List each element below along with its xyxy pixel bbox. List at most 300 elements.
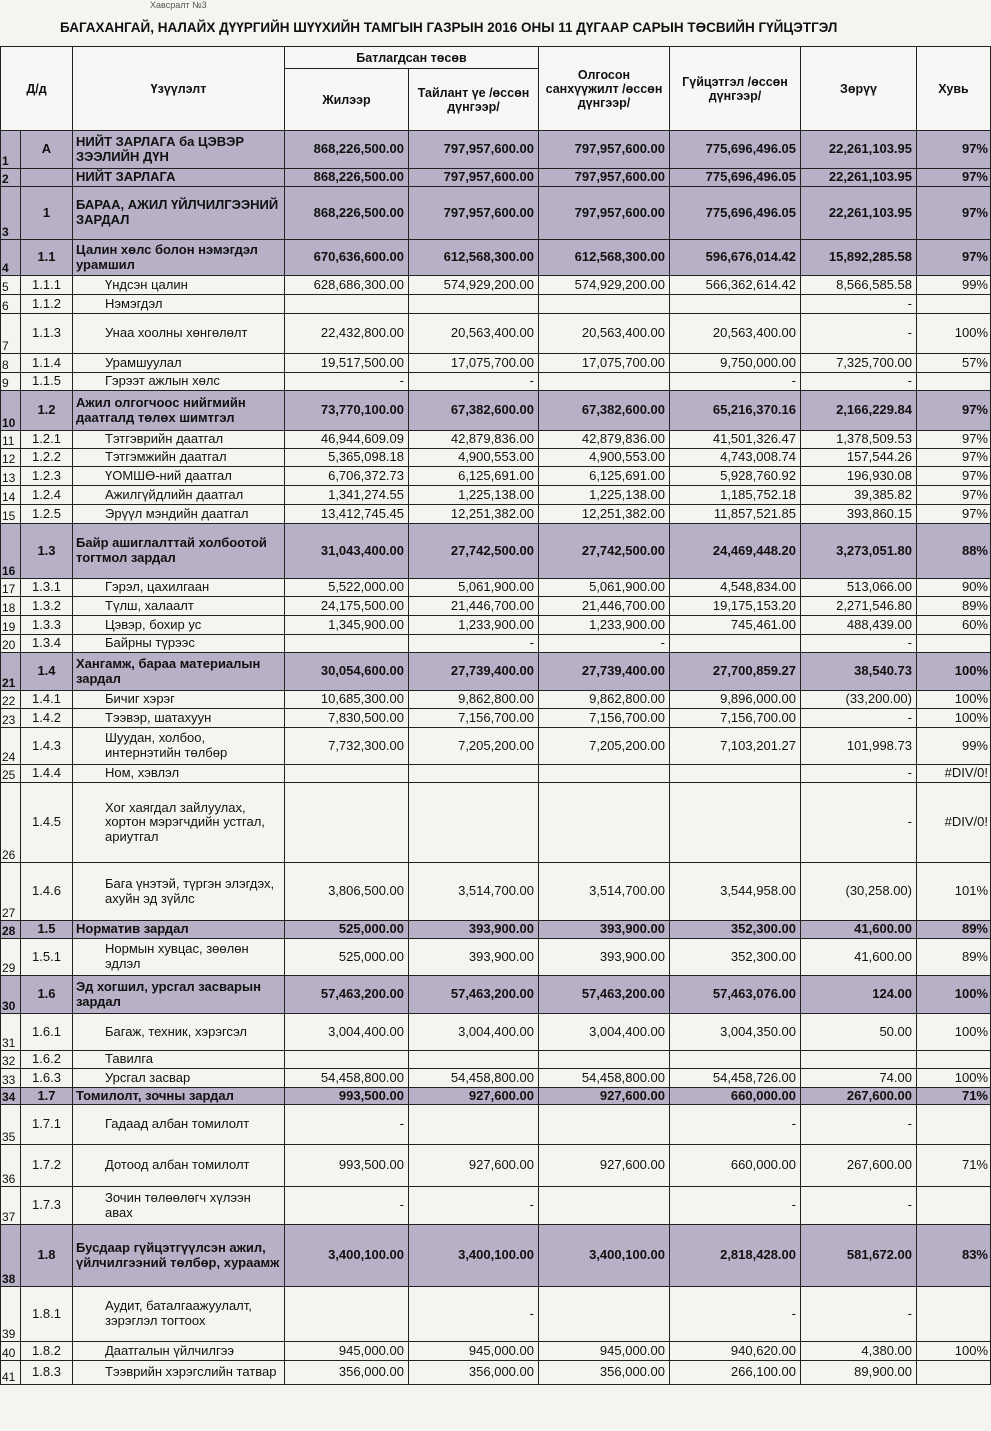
row-name: Бусдаар гүйцэтгүүлсэн ажил, үйлчилгээний төлбөр, хураамж xyxy=(73,1225,285,1287)
row-performance: 596,676,014.42 xyxy=(670,240,801,276)
row-percent: 89% xyxy=(917,597,991,616)
row-annual xyxy=(285,765,409,783)
row-name: Шуудан, холбоо, интернэтийн төлбөр xyxy=(73,728,285,765)
row-performance xyxy=(670,765,801,783)
row-funded xyxy=(539,1287,670,1342)
row-name: Нэмэгдэл xyxy=(73,295,285,314)
row-number: 6 xyxy=(1,295,21,314)
row-code: 1.1.5 xyxy=(21,373,73,391)
row-difference: - xyxy=(801,709,917,728)
row-funded: 27,742,500.00 xyxy=(539,524,670,579)
row-reporting: 17,075,700.00 xyxy=(409,354,539,373)
row-code: 1.7 xyxy=(21,1088,73,1105)
table-row xyxy=(1,169,991,187)
row-performance: 660,000.00 xyxy=(670,1145,801,1187)
row-performance: 57,463,076.00 xyxy=(670,976,801,1014)
row-performance: - xyxy=(670,373,801,391)
row-reporting: 3,400,100.00 xyxy=(409,1225,539,1287)
row-name: Зочин төлөөлөгч хүлээн авах xyxy=(73,1187,285,1225)
row-number: 19 xyxy=(1,616,21,635)
row-annual: 73,770,100.00 xyxy=(285,391,409,431)
table-row xyxy=(1,1014,991,1051)
table-row xyxy=(1,653,991,691)
table-row xyxy=(1,597,991,616)
header-difference: Зөрүү xyxy=(801,47,917,131)
row-code: 1.1 xyxy=(21,240,73,276)
row-reporting: 42,879,836.00 xyxy=(409,431,539,449)
table-row xyxy=(1,1361,991,1385)
row-difference: - xyxy=(801,295,917,314)
row-percent: 100% xyxy=(917,314,991,354)
row-reporting: 12,251,382.00 xyxy=(409,505,539,524)
row-difference: 267,600.00 xyxy=(801,1088,917,1105)
header-reporting: Тайлант үе /өссөн дүнгээр/ xyxy=(409,69,539,131)
row-difference: 39,385.82 xyxy=(801,486,917,505)
row-annual: 868,226,500.00 xyxy=(285,131,409,169)
row-code: 1.7.1 xyxy=(21,1105,73,1145)
row-name: Гэрэл, цахилгаан xyxy=(73,579,285,597)
row-name: Хог хаягдал зайлуулах, хортон мэрэгчдийн устгал, ариутгал xyxy=(73,783,285,863)
row-code: 1.5 xyxy=(21,921,73,939)
table-row xyxy=(1,467,991,486)
row-performance: 2,818,428.00 xyxy=(670,1225,801,1287)
row-annual: 5,365,098.18 xyxy=(285,449,409,467)
row-percent: 100% xyxy=(917,691,991,709)
row-percent: 97% xyxy=(917,391,991,431)
row-annual: - xyxy=(285,1187,409,1225)
row-funded: 67,382,600.00 xyxy=(539,391,670,431)
row-code: 1.2.5 xyxy=(21,505,73,524)
row-difference: 101,998.73 xyxy=(801,728,917,765)
row-number: 28 xyxy=(1,921,21,939)
table-row xyxy=(1,863,991,921)
row-difference: 89,900.00 xyxy=(801,1361,917,1385)
row-percent xyxy=(917,373,991,391)
row-reporting: 7,205,200.00 xyxy=(409,728,539,765)
row-name: Урамшуулал xyxy=(73,354,285,373)
row-name: Ажилгүйдлийн даатгал xyxy=(73,486,285,505)
row-performance: 266,100.00 xyxy=(670,1361,801,1385)
row-reporting xyxy=(409,1105,539,1145)
row-percent: 57% xyxy=(917,354,991,373)
row-reporting: - xyxy=(409,373,539,391)
row-annual: 3,400,100.00 xyxy=(285,1225,409,1287)
row-name: Хангамж, бараа материалын зардал xyxy=(73,653,285,691)
row-percent: 97% xyxy=(917,431,991,449)
row-percent: 71% xyxy=(917,1088,991,1105)
row-annual: 19,517,500.00 xyxy=(285,354,409,373)
row-code: 1.6 xyxy=(21,976,73,1014)
row-difference: 41,600.00 xyxy=(801,921,917,939)
row-code: 1.7.2 xyxy=(21,1145,73,1187)
row-difference: - xyxy=(801,373,917,391)
row-funded: 5,061,900.00 xyxy=(539,579,670,597)
row-funded: 393,900.00 xyxy=(539,939,670,976)
row-annual: 7,732,300.00 xyxy=(285,728,409,765)
table-row xyxy=(1,276,991,295)
header-approved: Батлагдсан төсөв xyxy=(285,47,539,69)
row-percent: 97% xyxy=(917,486,991,505)
row-reporting: 5,061,900.00 xyxy=(409,579,539,597)
row-performance: 24,469,448.20 xyxy=(670,524,801,579)
row-funded xyxy=(539,295,670,314)
row-percent: 88% xyxy=(917,524,991,579)
row-performance: 4,743,008.74 xyxy=(670,449,801,467)
row-difference: 2,166,229.84 xyxy=(801,391,917,431)
row-percent: 89% xyxy=(917,939,991,976)
row-percent: 97% xyxy=(917,505,991,524)
budget-table xyxy=(0,46,991,1385)
table-row xyxy=(1,1105,991,1145)
row-performance: 9,896,000.00 xyxy=(670,691,801,709)
row-percent: 100% xyxy=(917,653,991,691)
row-funded xyxy=(539,783,670,863)
row-name: Цэвэр, бохир ус xyxy=(73,616,285,635)
row-annual xyxy=(285,1287,409,1342)
row-difference: 4,380.00 xyxy=(801,1342,917,1361)
row-code: 1.3 xyxy=(21,524,73,579)
row-annual xyxy=(285,1051,409,1069)
row-reporting: 9,862,800.00 xyxy=(409,691,539,709)
row-percent: 100% xyxy=(917,1069,991,1088)
row-percent: 97% xyxy=(917,240,991,276)
row-number: 18 xyxy=(1,597,21,616)
row-reporting: 393,900.00 xyxy=(409,921,539,939)
row-funded: 3,004,400.00 xyxy=(539,1014,670,1051)
row-number: 40 xyxy=(1,1342,21,1361)
row-number: 3 xyxy=(1,187,21,240)
header-indicator: Үзүүлэлт xyxy=(73,47,285,131)
row-number: 22 xyxy=(1,691,21,709)
header-annual: Жилээр xyxy=(285,69,409,131)
row-funded xyxy=(539,1187,670,1225)
row-funded xyxy=(539,765,670,783)
row-percent: 83% xyxy=(917,1225,991,1287)
row-percent: 90% xyxy=(917,579,991,597)
row-difference: 1,378,509.53 xyxy=(801,431,917,449)
row-percent: 89% xyxy=(917,921,991,939)
row-reporting: 927,600.00 xyxy=(409,1145,539,1187)
row-funded: 356,000.00 xyxy=(539,1361,670,1385)
row-annual xyxy=(285,783,409,863)
row-number: 29 xyxy=(1,939,21,976)
row-reporting: 797,957,600.00 xyxy=(409,187,539,240)
row-difference: (30,258.00) xyxy=(801,863,917,921)
row-reporting: 54,458,800.00 xyxy=(409,1069,539,1088)
row-annual: 5,522,000.00 xyxy=(285,579,409,597)
row-number: 36 xyxy=(1,1145,21,1187)
row-difference: (33,200.00) xyxy=(801,691,917,709)
row-percent: 101% xyxy=(917,863,991,921)
row-code: 1.3.1 xyxy=(21,579,73,597)
row-reporting xyxy=(409,765,539,783)
row-name: Ажил олгогчоос нийгмийн даатгалд төлөх шимтгэл xyxy=(73,391,285,431)
row-performance: - xyxy=(670,1105,801,1145)
row-number: 5 xyxy=(1,276,21,295)
row-annual: 1,341,274.55 xyxy=(285,486,409,505)
row-number: 2 xyxy=(1,169,21,187)
row-difference: 157,544.26 xyxy=(801,449,917,467)
row-difference: 488,439.00 xyxy=(801,616,917,635)
row-reporting: 797,957,600.00 xyxy=(409,131,539,169)
row-name: Даатгалын үйлчилгээ xyxy=(73,1342,285,1361)
header-percent: Хувь xyxy=(917,47,991,131)
row-difference: 41,600.00 xyxy=(801,939,917,976)
row-reporting: 393,900.00 xyxy=(409,939,539,976)
row-difference: 7,325,700.00 xyxy=(801,354,917,373)
row-performance: 660,000.00 xyxy=(670,1088,801,1105)
row-funded: 6,125,691.00 xyxy=(539,467,670,486)
row-funded: 612,568,300.00 xyxy=(539,240,670,276)
row-funded: 797,957,600.00 xyxy=(539,187,670,240)
row-difference: - xyxy=(801,1187,917,1225)
row-percent: 100% xyxy=(917,709,991,728)
row-number: 39 xyxy=(1,1287,21,1342)
row-number: 41 xyxy=(1,1361,21,1385)
row-performance: 352,300.00 xyxy=(670,939,801,976)
row-funded xyxy=(539,1105,670,1145)
row-annual: 993,500.00 xyxy=(285,1088,409,1105)
row-name: НИЙТ ЗАРЛАГА ба ЦЭВЭР ЗЭЭЛИЙН ДҮН xyxy=(73,131,285,169)
row-annual: 10,685,300.00 xyxy=(285,691,409,709)
row-percent xyxy=(917,635,991,653)
table-row xyxy=(1,1051,991,1069)
row-performance: 27,700,859.27 xyxy=(670,653,801,691)
row-code: 1.8.3 xyxy=(21,1361,73,1385)
row-difference: 22,261,103.95 xyxy=(801,169,917,187)
row-percent: 71% xyxy=(917,1145,991,1187)
row-code xyxy=(21,169,73,187)
row-funded: 393,900.00 xyxy=(539,921,670,939)
row-performance: 9,750,000.00 xyxy=(670,354,801,373)
row-name: Нормын хувцас, зөөлөн эдлэл xyxy=(73,939,285,976)
row-performance: 940,620.00 xyxy=(670,1342,801,1361)
row-performance: 7,156,700.00 xyxy=(670,709,801,728)
row-performance: 775,696,496.05 xyxy=(670,169,801,187)
row-code: А xyxy=(21,131,73,169)
row-performance: 3,004,350.00 xyxy=(670,1014,801,1051)
row-difference: 8,566,585.58 xyxy=(801,276,917,295)
table-row xyxy=(1,391,991,431)
row-name: БАРАА, АЖИЛ ҮЙЛЧИЛГЭЭНИЙ ЗАРДАЛ xyxy=(73,187,285,240)
row-name: Байрны түрээс xyxy=(73,635,285,653)
row-percent: 97% xyxy=(917,169,991,187)
header-funded: Олгосон санхүүжилт /өссөн дүнгээр/ xyxy=(539,47,670,131)
row-reporting: 612,568,300.00 xyxy=(409,240,539,276)
row-annual: 6,706,372.73 xyxy=(285,467,409,486)
row-annual: 525,000.00 xyxy=(285,939,409,976)
row-reporting: 1,233,900.00 xyxy=(409,616,539,635)
row-funded: 27,739,400.00 xyxy=(539,653,670,691)
row-code: 1.7.3 xyxy=(21,1187,73,1225)
row-reporting: 3,514,700.00 xyxy=(409,863,539,921)
row-name: Эд хогшил, урсгал засварын зардал xyxy=(73,976,285,1014)
row-difference: - xyxy=(801,1105,917,1145)
row-percent: 100% xyxy=(917,1014,991,1051)
row-code: 1.3.3 xyxy=(21,616,73,635)
row-number: 37 xyxy=(1,1187,21,1225)
row-annual xyxy=(285,635,409,653)
row-performance: 5,928,760.92 xyxy=(670,467,801,486)
row-performance: 566,362,614.42 xyxy=(670,276,801,295)
table-row xyxy=(1,921,991,939)
row-funded xyxy=(539,373,670,391)
row-number: 1 xyxy=(1,131,21,169)
row-name: Бага үнэтэй, түргэн элэгдэх, ахуйн эд зүйлс xyxy=(73,863,285,921)
row-number: 11 xyxy=(1,431,21,449)
row-name: Дотоод албан томилолт xyxy=(73,1145,285,1187)
row-funded: 9,862,800.00 xyxy=(539,691,670,709)
row-difference: 196,930.08 xyxy=(801,467,917,486)
table-row xyxy=(1,295,991,314)
row-reporting: - xyxy=(409,1287,539,1342)
row-number: 24 xyxy=(1,728,21,765)
row-difference: 38,540.73 xyxy=(801,653,917,691)
row-annual: 3,004,400.00 xyxy=(285,1014,409,1051)
row-difference: 393,860.15 xyxy=(801,505,917,524)
row-annual: 868,226,500.00 xyxy=(285,169,409,187)
row-name: Аудит, баталгаажуулалт, зэрэглэл тогтоох xyxy=(73,1287,285,1342)
row-funded: 57,463,200.00 xyxy=(539,976,670,1014)
row-reporting: 6,125,691.00 xyxy=(409,467,539,486)
header-performance: Гүйцэтгэл /өссөн дүнгээр/ xyxy=(670,47,801,131)
row-percent: 100% xyxy=(917,976,991,1014)
row-name: Тээвэр, шатахуун xyxy=(73,709,285,728)
table-row xyxy=(1,373,991,391)
row-code: 1.2.3 xyxy=(21,467,73,486)
row-reporting xyxy=(409,295,539,314)
row-funded: 1,233,900.00 xyxy=(539,616,670,635)
row-funded xyxy=(539,1051,670,1069)
row-performance xyxy=(670,295,801,314)
row-funded: 7,205,200.00 xyxy=(539,728,670,765)
row-reporting: 574,929,200.00 xyxy=(409,276,539,295)
row-code: 1.6.2 xyxy=(21,1051,73,1069)
row-difference: 581,672.00 xyxy=(801,1225,917,1287)
row-number: 16 xyxy=(1,524,21,579)
row-funded: 12,251,382.00 xyxy=(539,505,670,524)
row-percent: #DIV/0! xyxy=(917,765,991,783)
row-reporting: 927,600.00 xyxy=(409,1088,539,1105)
row-funded: 17,075,700.00 xyxy=(539,354,670,373)
row-annual: - xyxy=(285,1105,409,1145)
row-percent xyxy=(917,1051,991,1069)
row-name: Түлш, халаалт xyxy=(73,597,285,616)
row-performance: 4,548,834.00 xyxy=(670,579,801,597)
table-row xyxy=(1,1069,991,1088)
row-name: Норматив зардал xyxy=(73,921,285,939)
row-number: 35 xyxy=(1,1105,21,1145)
row-annual: 1,345,900.00 xyxy=(285,616,409,635)
row-code: 1.1.4 xyxy=(21,354,73,373)
row-funded: 54,458,800.00 xyxy=(539,1069,670,1088)
row-reporting: 21,446,700.00 xyxy=(409,597,539,616)
row-difference xyxy=(801,1051,917,1069)
table-row xyxy=(1,783,991,863)
row-annual: 945,000.00 xyxy=(285,1342,409,1361)
row-difference: 267,600.00 xyxy=(801,1145,917,1187)
row-funded: 574,929,200.00 xyxy=(539,276,670,295)
row-performance: 775,696,496.05 xyxy=(670,131,801,169)
row-difference: 3,273,051.80 xyxy=(801,524,917,579)
row-performance xyxy=(670,635,801,653)
row-name: ҮОМШӨ-ний даатгал xyxy=(73,467,285,486)
pretitle: Хавсралт №3 xyxy=(150,0,207,10)
row-annual: 868,226,500.00 xyxy=(285,187,409,240)
table-row xyxy=(1,240,991,276)
row-code: 1.1.3 xyxy=(21,314,73,354)
row-performance: - xyxy=(670,1287,801,1342)
row-code: 1.4.2 xyxy=(21,709,73,728)
row-annual: 356,000.00 xyxy=(285,1361,409,1385)
row-percent: 100% xyxy=(917,1342,991,1361)
table-row xyxy=(1,449,991,467)
row-code: 1.8.2 xyxy=(21,1342,73,1361)
row-name: Цалин хөлс болон нэмэгдэл урамшил xyxy=(73,240,285,276)
row-number: 25 xyxy=(1,765,21,783)
row-funded: 3,400,100.00 xyxy=(539,1225,670,1287)
row-name: Бичиг хэрэг xyxy=(73,691,285,709)
row-performance: 11,857,521.85 xyxy=(670,505,801,524)
row-number: 13 xyxy=(1,467,21,486)
row-reporting xyxy=(409,783,539,863)
row-name: Тэтгэврийн даатгал xyxy=(73,431,285,449)
row-difference: 15,892,285.58 xyxy=(801,240,917,276)
row-performance: - xyxy=(670,1187,801,1225)
row-percent: 99% xyxy=(917,276,991,295)
row-difference: - xyxy=(801,314,917,354)
row-annual: 13,412,745.45 xyxy=(285,505,409,524)
table-row xyxy=(1,728,991,765)
row-number: 30 xyxy=(1,976,21,1014)
row-reporting: 797,957,600.00 xyxy=(409,169,539,187)
row-difference: 74.00 xyxy=(801,1069,917,1088)
row-performance: 65,216,370.16 xyxy=(670,391,801,431)
row-percent: 97% xyxy=(917,187,991,240)
row-code: 1.6.3 xyxy=(21,1069,73,1088)
table-row xyxy=(1,1342,991,1361)
row-difference: - xyxy=(801,1287,917,1342)
row-number: 10 xyxy=(1,391,21,431)
row-reporting xyxy=(409,1051,539,1069)
row-number: 34 xyxy=(1,1088,21,1105)
row-code: 1.5.1 xyxy=(21,939,73,976)
row-code: 1.4.5 xyxy=(21,783,73,863)
table-row xyxy=(1,1187,991,1225)
table-row xyxy=(1,579,991,597)
row-performance: 1,185,752.18 xyxy=(670,486,801,505)
row-name: Тээврийн хэрэгслийн татвар xyxy=(73,1361,285,1385)
row-number: 26 xyxy=(1,783,21,863)
row-number: 12 xyxy=(1,449,21,467)
row-code: 1.4.1 xyxy=(21,691,73,709)
row-percent xyxy=(917,1187,991,1225)
table-row xyxy=(1,616,991,635)
row-name: Тавилга xyxy=(73,1051,285,1069)
page-title: БАГАХАНГАЙ, НАЛАЙХ ДҮҮРГИЙН ШҮҮХИЙН ТАМГЫН ГАЗРЫН 2016 ОНЫ 11 ДҮГААР САРЫН ТӨСВИЙН ГҮЙЦЭТГЭЛ xyxy=(60,20,838,35)
row-difference: 22,261,103.95 xyxy=(801,131,917,169)
row-annual: - xyxy=(285,373,409,391)
row-funded: 42,879,836.00 xyxy=(539,431,670,449)
row-name: Үндсэн цалин xyxy=(73,276,285,295)
table-row xyxy=(1,131,991,169)
table-row xyxy=(1,486,991,505)
row-reporting: 57,463,200.00 xyxy=(409,976,539,1014)
row-number: 38 xyxy=(1,1225,21,1287)
table-row xyxy=(1,505,991,524)
table-row xyxy=(1,314,991,354)
row-reporting: 20,563,400.00 xyxy=(409,314,539,354)
